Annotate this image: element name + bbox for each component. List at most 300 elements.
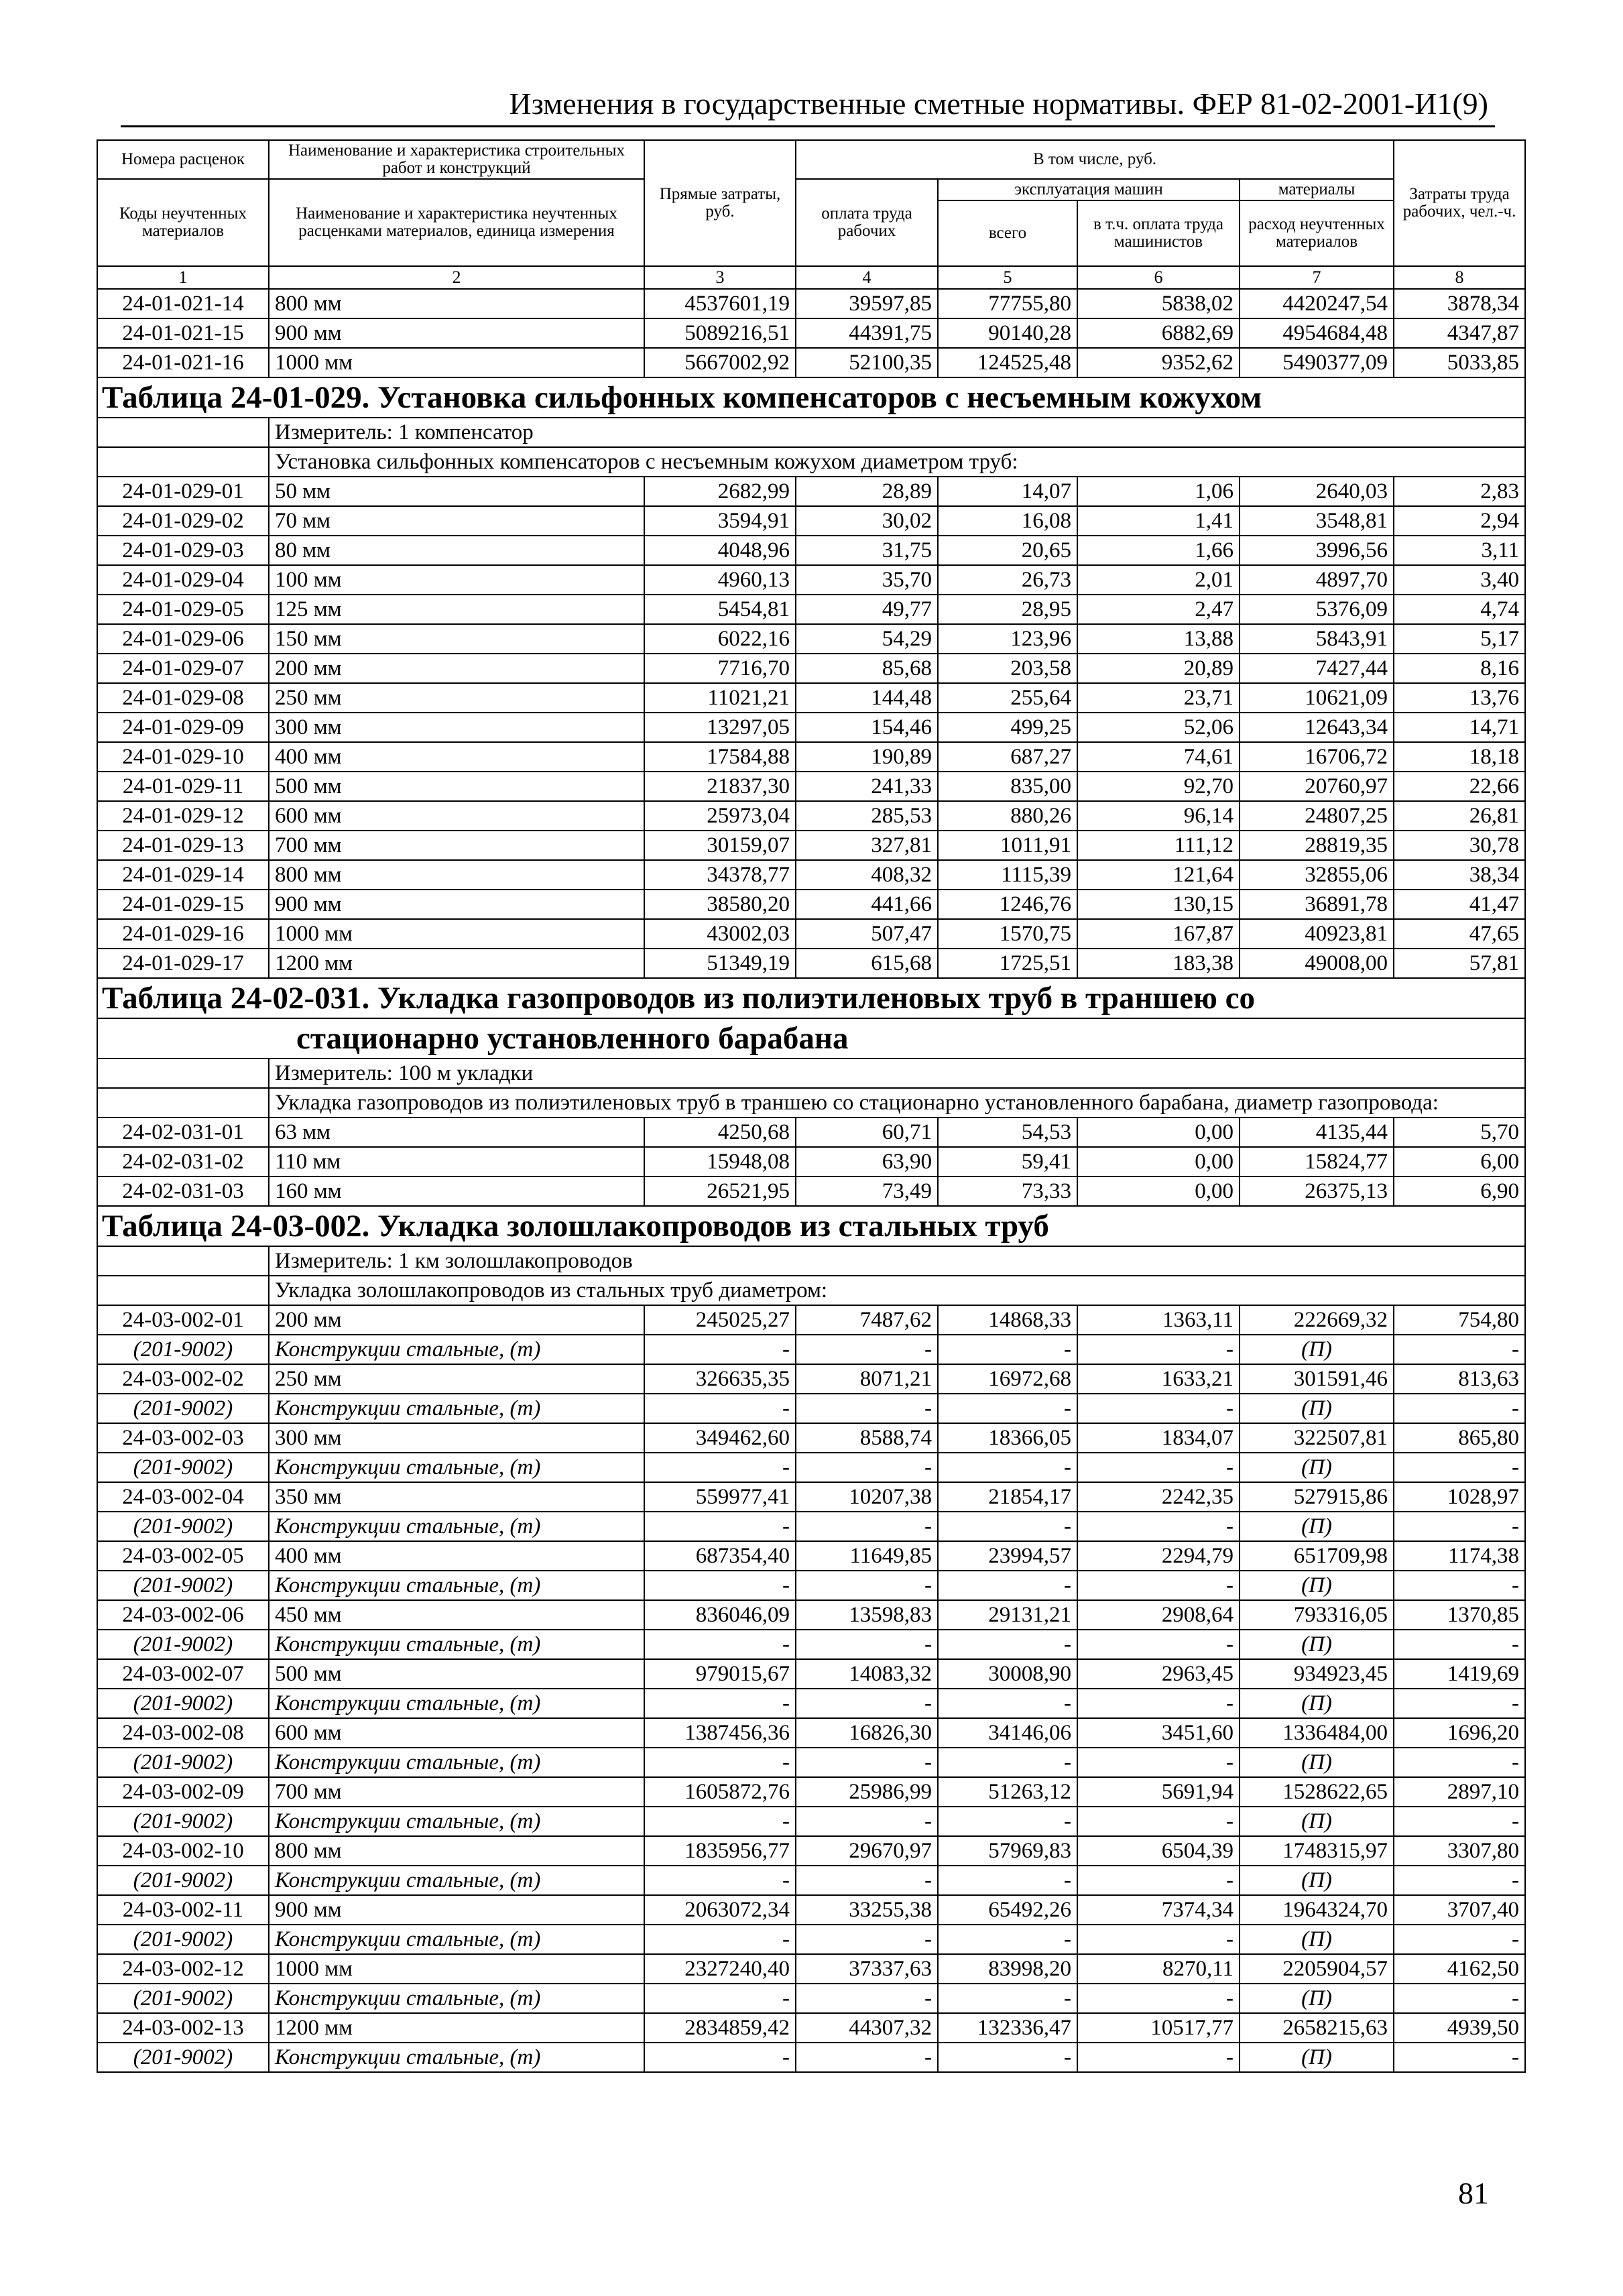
table-cell: 1,06 — [1077, 477, 1240, 506]
table-cell: - — [938, 1925, 1077, 1954]
table-cell: 52,06 — [1077, 713, 1240, 742]
table-row — [97, 1777, 1525, 1807]
table-cell: 4939,50 — [1394, 2013, 1525, 2043]
table-cell: 4960,13 — [644, 565, 796, 595]
table-cell: 150 мм — [269, 624, 644, 654]
table-cell: Конструкции стальные, (т) — [269, 1925, 644, 1954]
table-cell: 29670,97 — [796, 1836, 938, 1866]
header-cell: В том числе, руб. — [796, 140, 1394, 179]
table-cell: 559977,41 — [644, 1482, 796, 1512]
table-cell: 39597,85 — [796, 289, 938, 318]
table-cell: - — [1394, 1512, 1525, 1541]
table-cell: - — [938, 2043, 1077, 2072]
empty-cell — [97, 1059, 269, 1088]
table-cell: 349462,60 — [644, 1423, 796, 1453]
table-cell: 25986,99 — [796, 1777, 938, 1807]
table-cell: 200 мм — [269, 654, 644, 683]
table-cell: 687,27 — [938, 742, 1077, 772]
empty-cell — [97, 1088, 269, 1117]
table-cell: 160 мм — [269, 1176, 644, 1206]
table-cell: 23994,57 — [938, 1541, 1077, 1571]
table-cell: 24-03-002-04 — [97, 1482, 269, 1512]
table-cell: 835,00 — [938, 772, 1077, 801]
column-number-row — [97, 266, 1525, 289]
table-cell: 11021,21 — [644, 683, 796, 713]
table-cell: 5033,85 — [1394, 348, 1525, 377]
table-cell: 0,00 — [1077, 1176, 1240, 1206]
table-cell: 50 мм — [269, 477, 644, 506]
table-cell: 44307,32 — [796, 2013, 938, 2043]
table-cell: 21854,17 — [938, 1482, 1077, 1512]
table-cell: 615,68 — [796, 949, 938, 978]
table-subrow — [97, 2043, 1525, 2072]
table-row — [97, 1718, 1525, 1748]
table-cell: 144,48 — [796, 683, 938, 713]
table-row — [97, 1895, 1525, 1925]
table-cell: (П) — [1240, 1571, 1394, 1600]
table-cell: Конструкции стальные, (т) — [269, 1748, 644, 1777]
header-cell: Прямые затраты, руб. — [644, 140, 796, 266]
table-cell: 14,07 — [938, 477, 1077, 506]
table-cell: 200 мм — [269, 1305, 644, 1335]
measure-row — [97, 1246, 1525, 1276]
table-cell: 24-02-031-01 — [97, 1117, 269, 1147]
measure-row — [97, 1059, 1525, 1088]
table-row — [97, 318, 1525, 348]
empty-cell — [97, 418, 269, 447]
table-cell: 24-01-029-13 — [97, 831, 269, 860]
table-cell: 5,17 — [1394, 624, 1525, 654]
page-number: 81 — [1458, 2176, 1489, 2210]
table-cell: (П) — [1240, 1925, 1394, 1954]
table-cell: 24-01-021-14 — [97, 289, 269, 318]
table-cell: 0,00 — [1077, 1147, 1240, 1176]
table-row — [97, 949, 1525, 978]
table-cell: (П) — [1240, 1866, 1394, 1895]
table-cell: 38,34 — [1394, 860, 1525, 890]
table-cell: 10517,77 — [1077, 2013, 1240, 2043]
table-cell: 1363,11 — [1077, 1305, 1240, 1335]
header-cell: всего — [938, 200, 1077, 266]
table-cell: Конструкции стальные, (т) — [269, 1394, 644, 1423]
table-cell: 651709,98 — [1240, 1541, 1394, 1571]
description-row — [97, 1276, 1525, 1305]
table-cell: 350 мм — [269, 1482, 644, 1512]
table-cell: 700 мм — [269, 831, 644, 860]
table-cell: 8,16 — [1394, 654, 1525, 683]
table-cell: 8270,11 — [1077, 1954, 1240, 1984]
table-cell: 222669,32 — [1240, 1305, 1394, 1335]
table-cell: - — [1394, 1335, 1525, 1364]
table-cell: 24-01-029-04 — [97, 565, 269, 595]
table-cell: 16706,72 — [1240, 742, 1394, 772]
table-cell: - — [796, 1630, 938, 1659]
table-cell: - — [644, 1630, 796, 1659]
table-cell: 24-01-029-03 — [97, 536, 269, 565]
table-cell: 15948,08 — [644, 1147, 796, 1176]
column-number: 7 — [1240, 266, 1394, 289]
table-cell: 38580,20 — [644, 890, 796, 919]
table-cell: 4,74 — [1394, 595, 1525, 624]
table-cell: 24-03-002-13 — [97, 2013, 269, 2043]
table-cell: - — [938, 1512, 1077, 1541]
table-title-row — [97, 978, 1525, 1018]
table-cell: 34146,06 — [938, 1718, 1077, 1748]
table-cell: 900 мм — [269, 890, 644, 919]
empty-cell — [97, 1246, 269, 1276]
table-row — [97, 772, 1525, 801]
table-cell: 1000 мм — [269, 348, 644, 377]
table-subrow — [97, 1866, 1525, 1895]
table-cell: 47,65 — [1394, 919, 1525, 949]
table-cell: 2294,79 — [1077, 1541, 1240, 1571]
description-row — [97, 447, 1525, 477]
table-cell: - — [644, 1984, 796, 2013]
table-cell: 3996,56 — [1240, 536, 1394, 565]
table-cell: - — [1077, 2043, 1240, 2072]
column-number: 6 — [1077, 266, 1240, 289]
table-cell: 24-03-002-12 — [97, 1954, 269, 1984]
table-cell: 14083,32 — [796, 1659, 938, 1689]
table-subrow — [97, 1984, 1525, 2013]
table-row — [97, 919, 1525, 949]
table-cell: 30008,90 — [938, 1659, 1077, 1689]
table-cell: 255,64 — [938, 683, 1077, 713]
table-cell: 4048,96 — [644, 536, 796, 565]
table-cell: 125 мм — [269, 595, 644, 624]
table-cell: - — [938, 1571, 1077, 1600]
table-cell: 1000 мм — [269, 919, 644, 949]
table-header-row — [97, 179, 1525, 200]
table-cell: Конструкции стальные, (т) — [269, 2043, 644, 2072]
table-cell: 6882,69 — [1077, 318, 1240, 348]
table-cell: Конструкции стальные, (т) — [269, 1866, 644, 1895]
table-cell: 1000 мм — [269, 1954, 644, 1984]
table-cell: 1011,91 — [938, 831, 1077, 860]
table-cell: 2,83 — [1394, 477, 1525, 506]
table-description: Укладка газопроводов из полиэтиленовых труб в траншею со стационарно установленного барабана, диаметр газопровода: — [269, 1088, 1525, 1117]
table-cell: 4250,68 — [644, 1117, 796, 1147]
table-cell: 793316,05 — [1240, 1600, 1394, 1630]
table-cell: 35,70 — [796, 565, 938, 595]
table-cell: 190,89 — [796, 742, 938, 772]
table-cell: 24-03-002-09 — [97, 1777, 269, 1807]
table-row — [97, 1954, 1525, 1984]
table-cell: - — [796, 1984, 938, 2013]
table-title: Таблица 24-03-002. Укладка золошлакопроводов из стальных труб — [97, 1206, 1525, 1246]
table-cell: 300 мм — [269, 1423, 644, 1453]
table-cell: 18366,05 — [938, 1423, 1077, 1453]
table-cell: Конструкции стальные, (т) — [269, 1571, 644, 1600]
table-cell: 3707,40 — [1394, 1895, 1525, 1925]
table-cell: 7374,34 — [1077, 1895, 1240, 1925]
table-cell: 29131,21 — [938, 1600, 1077, 1630]
table-cell: - — [938, 1866, 1077, 1895]
table-cell: 80 мм — [269, 536, 644, 565]
table-cell: 24-03-002-03 — [97, 1423, 269, 1453]
table-cell: 24-01-029-14 — [97, 860, 269, 890]
table-cell: 24-01-029-16 — [97, 919, 269, 949]
table-cell: 800 мм — [269, 1836, 644, 1866]
table-row — [97, 348, 1525, 377]
table-cell: 3,11 — [1394, 536, 1525, 565]
table-cell: 12643,34 — [1240, 713, 1394, 742]
table-row — [97, 1364, 1525, 1394]
table-cell: (П) — [1240, 1453, 1394, 1482]
table-row — [97, 890, 1525, 919]
table-cell: 250 мм — [269, 683, 644, 713]
table-header-row — [97, 140, 1525, 179]
table-cell: 44391,75 — [796, 318, 938, 348]
table-cell: - — [1394, 1689, 1525, 1718]
table-cell: 25973,04 — [644, 801, 796, 831]
table-cell: 21837,30 — [644, 772, 796, 801]
table-cell: - — [796, 1512, 938, 1541]
table-row — [97, 683, 1525, 713]
table-cell: - — [1394, 1748, 1525, 1777]
table-cell: - — [938, 1689, 1077, 1718]
table-cell: 5691,94 — [1077, 1777, 1240, 1807]
table-cell: - — [644, 1866, 796, 1895]
table-cell: 1835956,77 — [644, 1836, 796, 1866]
table-cell: 13297,05 — [644, 713, 796, 742]
table-cell: 51349,19 — [644, 949, 796, 978]
table-cell: 24-02-031-02 — [97, 1147, 269, 1176]
table-cell: - — [1394, 1807, 1525, 1836]
table-cell: 500 мм — [269, 772, 644, 801]
table-cell: (П) — [1240, 1689, 1394, 1718]
table-cell: (П) — [1240, 1394, 1394, 1423]
table-cell: - — [1394, 1984, 1525, 2013]
table-row — [97, 1176, 1525, 1206]
table-cell: 24-01-029-11 — [97, 772, 269, 801]
table-cell: 85,68 — [796, 654, 938, 683]
table-cell: 73,49 — [796, 1176, 938, 1206]
table-cell: 24-03-002-02 — [97, 1364, 269, 1394]
table-cell: - — [644, 1512, 796, 1541]
table-cell: 167,87 — [1077, 919, 1240, 949]
table-cell: Конструкции стальные, (т) — [269, 1984, 644, 2013]
table-subrow — [97, 1394, 1525, 1423]
table-cell: 327,81 — [796, 831, 938, 860]
table-cell: 6,90 — [1394, 1176, 1525, 1206]
table-cell: 37337,63 — [796, 1954, 938, 1984]
table-cell: 6504,39 — [1077, 1836, 1240, 1866]
table-cell: 16972,68 — [938, 1364, 1077, 1394]
table-cell: Конструкции стальные, (т) — [269, 1630, 644, 1659]
table-cell: 687354,40 — [644, 1541, 796, 1571]
table-cell: (201-9002) — [97, 1866, 269, 1895]
table-cell: 24-02-031-03 — [97, 1176, 269, 1206]
table-cell: - — [938, 1807, 1077, 1836]
table-cell: - — [796, 1807, 938, 1836]
table-cell: (201-9002) — [97, 1335, 269, 1364]
table-cell: 73,33 — [938, 1176, 1077, 1206]
table-row — [97, 831, 1525, 860]
table-cell: 3878,34 — [1394, 289, 1525, 318]
table-row — [97, 1305, 1525, 1335]
table-cell: 57969,83 — [938, 1836, 1077, 1866]
table-cell: - — [938, 1630, 1077, 1659]
table-cell: 2,47 — [1077, 595, 1240, 624]
table-cell: 24-01-029-07 — [97, 654, 269, 683]
table-cell: Конструкции стальные, (т) — [269, 1689, 644, 1718]
table-cell: 499,25 — [938, 713, 1077, 742]
table-cell: 600 мм — [269, 801, 644, 831]
table-cell: 441,66 — [796, 890, 938, 919]
column-number: 3 — [644, 266, 796, 289]
table-cell: - — [938, 1394, 1077, 1423]
table-cell: - — [938, 1748, 1077, 1777]
header-cell: Затраты труда рабочих, чел.-ч. — [1394, 140, 1525, 266]
table-cell: 15824,77 — [1240, 1147, 1394, 1176]
table-measure: Измеритель: 1 компенсатор — [269, 418, 1525, 447]
table-cell: 285,53 — [796, 801, 938, 831]
table-cell: 24-03-002-06 — [97, 1600, 269, 1630]
table-cell: (201-9002) — [97, 1925, 269, 1954]
table-cell: 4420247,54 — [1240, 289, 1394, 318]
table-cell: 2682,99 — [644, 477, 796, 506]
table-cell: (201-9002) — [97, 1571, 269, 1600]
table-cell: - — [644, 1453, 796, 1482]
table-cell: 26521,95 — [644, 1176, 796, 1206]
table-cell: 110 мм — [269, 1147, 644, 1176]
table-cell: (201-9002) — [97, 1984, 269, 2013]
table-cell: 24-03-002-07 — [97, 1659, 269, 1689]
table-title-row — [97, 377, 1525, 418]
table-cell: 600 мм — [269, 1718, 644, 1748]
table-cell: 1605872,76 — [644, 1777, 796, 1807]
table-cell: 14,71 — [1394, 713, 1525, 742]
table-cell: 1,41 — [1077, 506, 1240, 536]
table-cell: - — [796, 1689, 938, 1718]
table-cell: - — [1077, 1689, 1240, 1718]
table-subrow — [97, 1689, 1525, 1718]
table-cell: 16826,30 — [796, 1718, 938, 1748]
table-cell: - — [1394, 1925, 1525, 1954]
table-title: стационарно установленного барабана — [296, 1021, 849, 1056]
table-cell: 2063072,34 — [644, 1895, 796, 1925]
table-cell: 23,71 — [1077, 683, 1240, 713]
table-cell: - — [1077, 1925, 1240, 1954]
table-description: Укладка золошлакопроводов из стальных труб диаметром: — [269, 1276, 1525, 1305]
table-cell: (201-9002) — [97, 1807, 269, 1836]
table-cell: 1028,97 — [1394, 1482, 1525, 1512]
table-cell: 26375,13 — [1240, 1176, 1394, 1206]
table-cell: - — [938, 1335, 1077, 1364]
table-cell: (П) — [1240, 1748, 1394, 1777]
table-cell: 24-03-002-01 — [97, 1305, 269, 1335]
table-cell: - — [796, 2043, 938, 2072]
table-cell: 301591,46 — [1240, 1364, 1394, 1394]
table-cell: - — [796, 1394, 938, 1423]
empty-cell — [97, 1276, 269, 1305]
table-cell: 24807,25 — [1240, 801, 1394, 831]
table-cell: (201-9002) — [97, 2043, 269, 2072]
table-cell: - — [644, 1335, 796, 1364]
table-cell: - — [1394, 2043, 1525, 2072]
empty-cell — [97, 447, 269, 477]
table-cell: - — [1394, 1866, 1525, 1895]
table-cell: 1200 мм — [269, 949, 644, 978]
table-cell: 13,76 — [1394, 683, 1525, 713]
table-row — [97, 289, 1525, 318]
table-cell: 4135,44 — [1240, 1117, 1394, 1147]
table-row — [97, 1659, 1525, 1689]
table-cell: 28819,35 — [1240, 831, 1394, 860]
table-cell: 1696,20 — [1394, 1718, 1525, 1748]
table-cell: 26,73 — [938, 565, 1077, 595]
table-cell: (201-9002) — [97, 1394, 269, 1423]
table-cell: Конструкции стальные, (т) — [269, 1807, 644, 1836]
table-cell: (П) — [1240, 1335, 1394, 1364]
table-cell: 10207,38 — [796, 1482, 938, 1512]
table-cell: 70 мм — [269, 506, 644, 536]
table-cell: 322507,81 — [1240, 1423, 1394, 1453]
table-cell: 3307,80 — [1394, 1836, 1525, 1866]
table-row — [97, 1117, 1525, 1147]
table-subrow — [97, 1571, 1525, 1600]
table-cell: 24-01-029-02 — [97, 506, 269, 536]
table-cell: 900 мм — [269, 1895, 644, 1925]
table-row — [97, 1482, 1525, 1512]
table-cell: 400 мм — [269, 1541, 644, 1571]
table-cell: 60,71 — [796, 1117, 938, 1147]
table-cell: - — [1077, 1335, 1240, 1364]
table-cell: 3548,81 — [1240, 506, 1394, 536]
table-cell: 250 мм — [269, 1364, 644, 1394]
table-cell: 7716,70 — [644, 654, 796, 683]
table-cell: - — [796, 1335, 938, 1364]
table-cell: 24-01-029-15 — [97, 890, 269, 919]
table-cell: 900 мм — [269, 318, 644, 348]
table-cell: 1725,51 — [938, 949, 1077, 978]
table-cell: (П) — [1240, 2043, 1394, 2072]
measure-row — [97, 418, 1525, 447]
table-cell: 65492,26 — [938, 1895, 1077, 1925]
table-cell: 17584,88 — [644, 742, 796, 772]
table-cell: 43002,03 — [644, 919, 796, 949]
table-cell: - — [644, 1748, 796, 1777]
table-cell: 527915,86 — [1240, 1482, 1394, 1512]
table-cell: - — [644, 1394, 796, 1423]
table-cell: 24-01-021-16 — [97, 348, 269, 377]
table-row — [97, 801, 1525, 831]
table-cell: 836046,09 — [644, 1600, 796, 1630]
table-cell: 5843,91 — [1240, 624, 1394, 654]
table-cell: 24-01-021-15 — [97, 318, 269, 348]
table-cell: - — [1077, 1394, 1240, 1423]
table-cell: Конструкции стальные, (т) — [269, 1453, 644, 1482]
table-cell: 2327240,40 — [644, 1954, 796, 1984]
table-cell: - — [644, 2043, 796, 2072]
table-cell: 6022,16 — [644, 624, 796, 654]
table-cell: 30,02 — [796, 506, 938, 536]
table-cell: 28,89 — [796, 477, 938, 506]
table-cell: (201-9002) — [97, 1453, 269, 1482]
table-cell: - — [796, 1748, 938, 1777]
table-row — [97, 1147, 1525, 1176]
table-cell: 2897,10 — [1394, 1777, 1525, 1807]
table-cell: 30159,07 — [644, 831, 796, 860]
table-cell: 400 мм — [269, 742, 644, 772]
table-cell: 450 мм — [269, 1600, 644, 1630]
table-cell: 5089216,51 — [644, 318, 796, 348]
table-cell: - — [644, 1571, 796, 1600]
table-cell: - — [1394, 1453, 1525, 1482]
page-header — [121, 77, 1495, 127]
table-cell: 90140,28 — [938, 318, 1077, 348]
